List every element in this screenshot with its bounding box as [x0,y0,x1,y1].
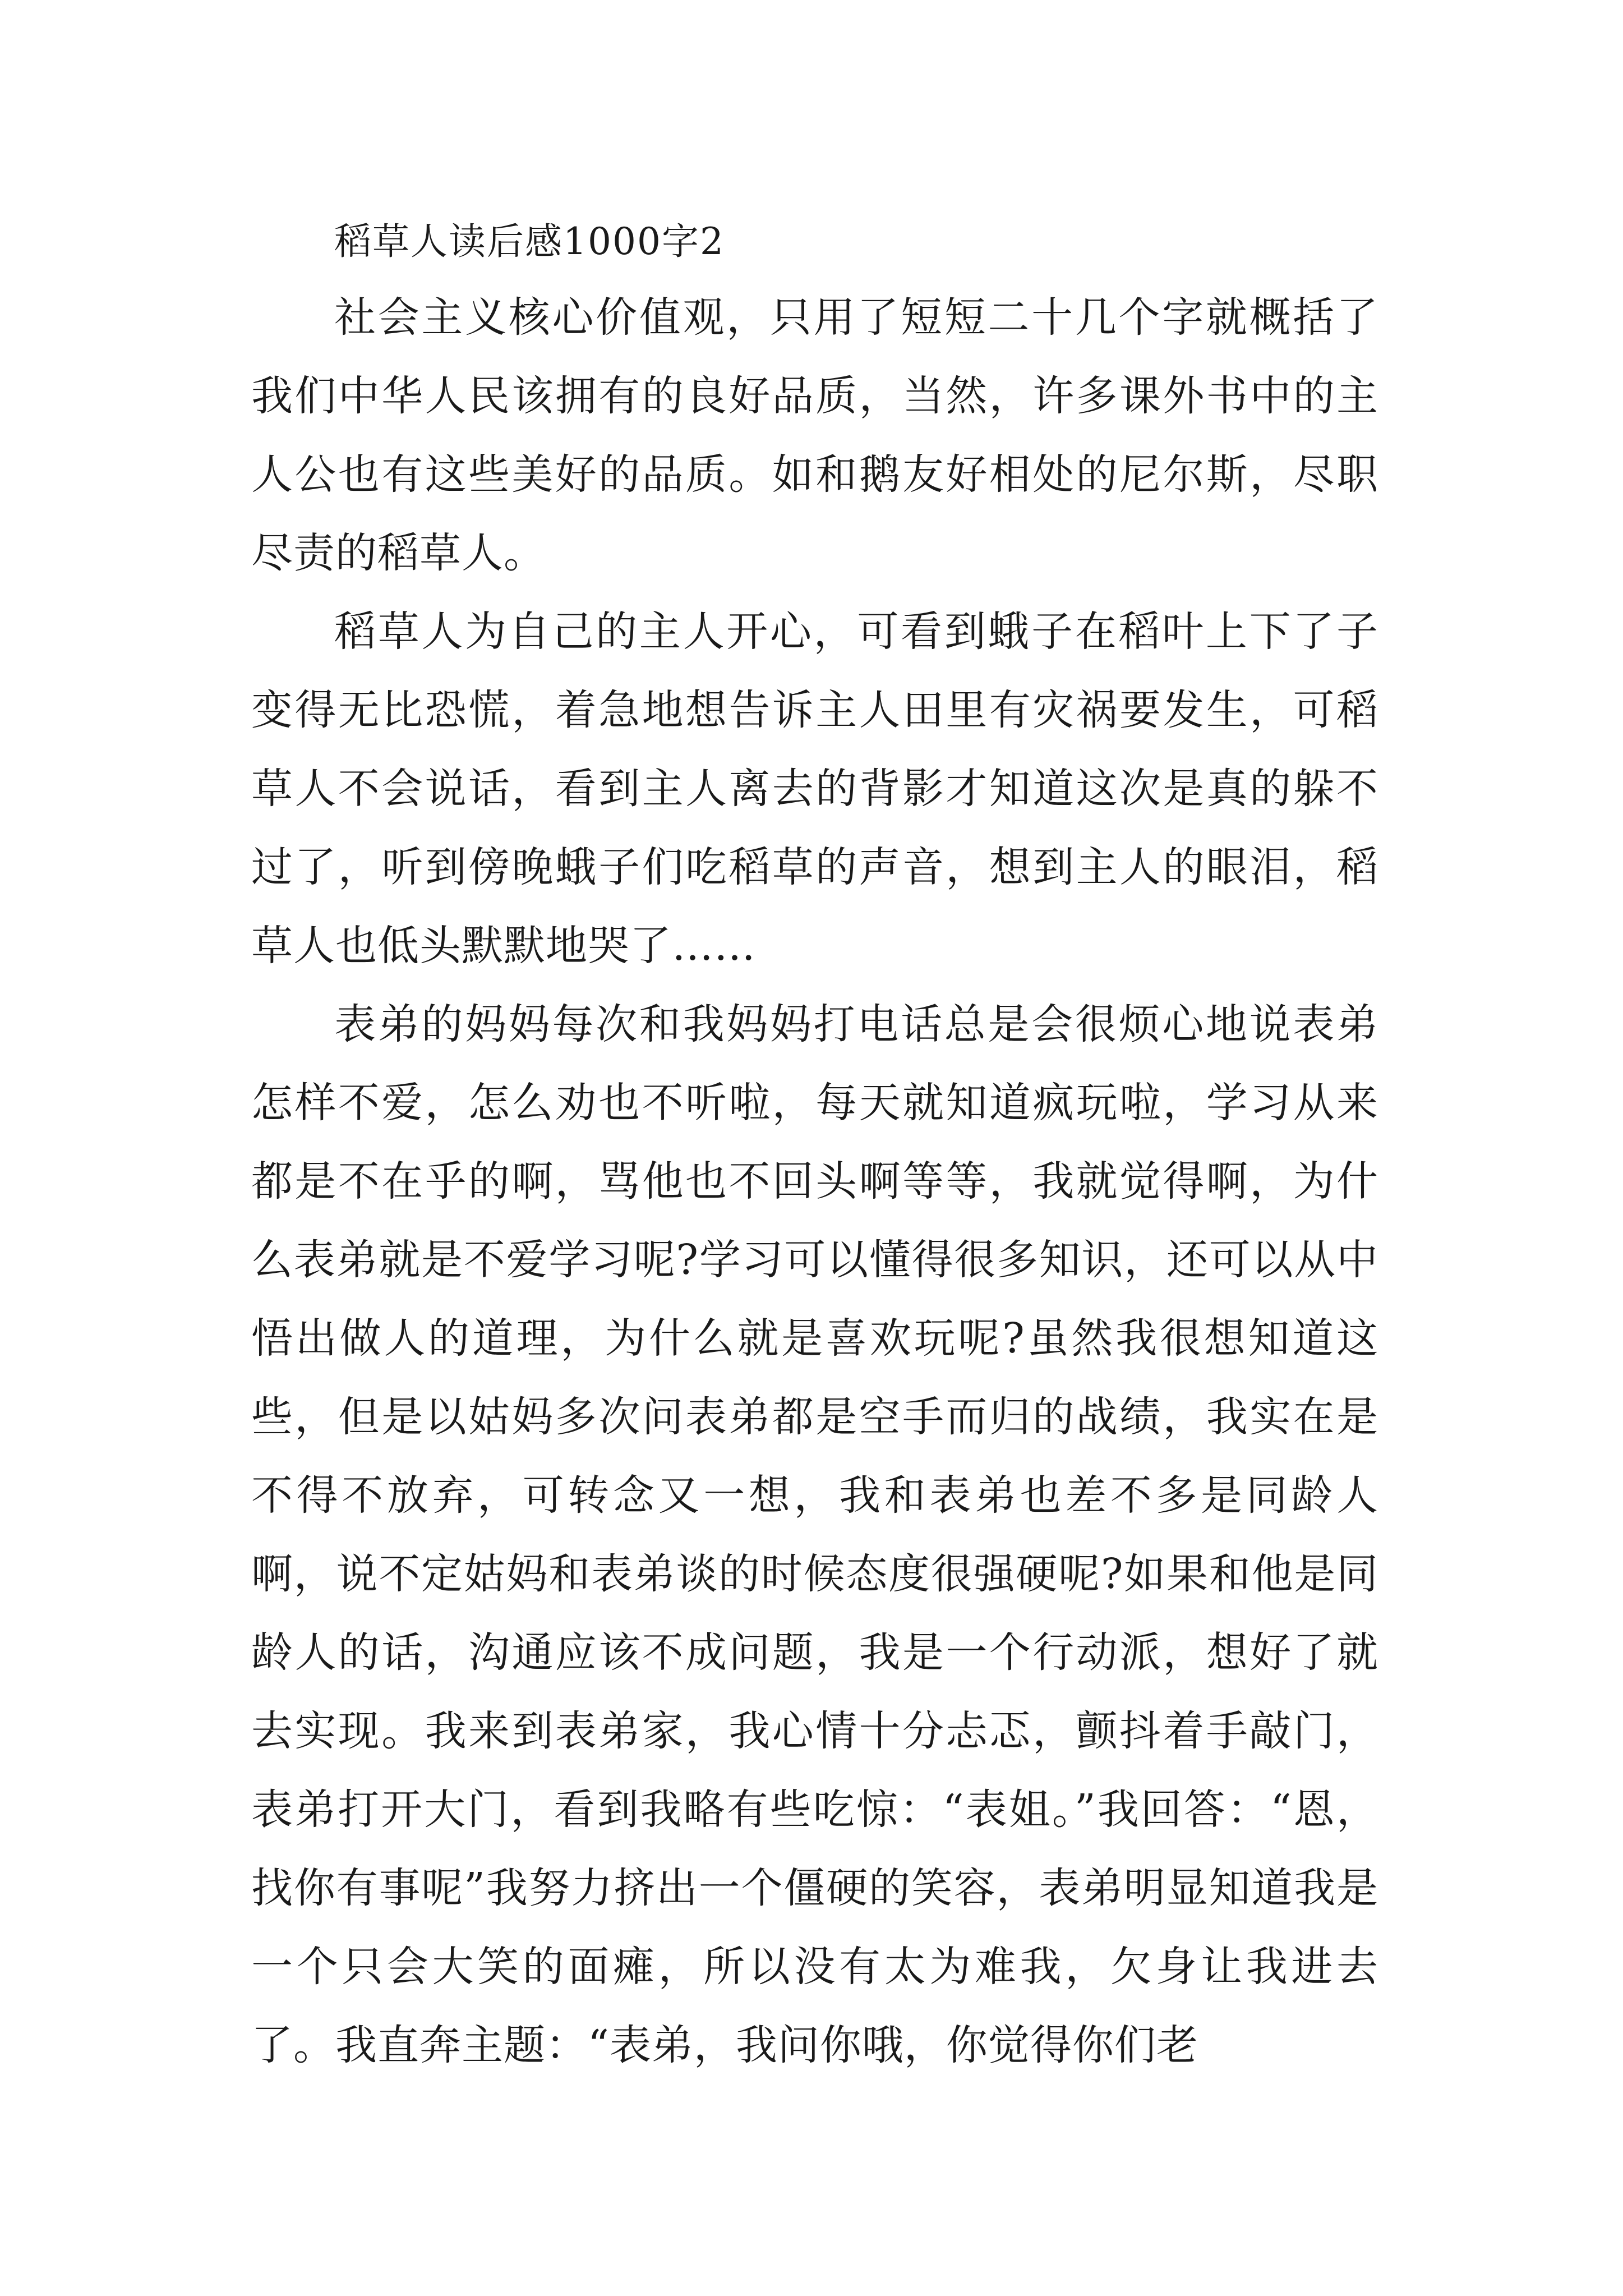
paragraph-scarecrow: 稻草人为自己的主人开心，可看到蛾子在稻叶上下了子变得无比恐慌，着急地想告诉主人田里有灾祸要发生，可稻草人不会说话，看到主人离去的背影才知道这次是真的躲不过了，听到傍晚蛾子们吃稻草的声音，想到主人的眼泪，稻草人也低头默默地哭了…… [251,608,1378,970]
document-body [251,205,1378,2085]
paragraph-cousin: 表弟的妈妈每次和我妈妈打电话总是会很烦心地说表弟怎样不爱，怎么劝也不听啦，每天就知道疯玩啦，学习从来都是不在乎的啊，骂他也不回头啊等等，我就觉得啊，为什么表弟就是不爱学习呢?学习可以懂得很多知识，还可以从中悟出做人的道理，为什么就是喜欢玩呢?虽然我很想知道这些，但是以姑妈多次问表弟都是空手而归的战绩，我实在是不得不放弃，可转念又一想，我和表弟也差不多是同龄人啊，说不定姑妈和表弟谈的时候态度很强硬呢?如果和他是同龄人的话，沟通应该不成问题，我是一个行动派，想好了就去实现。我来到表弟家，我心情十分忐忑，颤抖着手敲门，表弟打开大门，看到我略有些吃惊：“表姐。”我回答：“恩，找你有事呢”我努力挤出一个僵硬的笑容，表弟明显知道我是一个只会大笑的面瘫，所以没有太为难我，欠身让我进去了。我直奔主题：“表弟，我问你哦，你觉得你们老 [251,1000,1378,2069]
document-title: 稻草人读后感1000字2 [334,220,725,263]
paragraph-values: 社会主义核心价值观，只用了短短二十几个字就概括了我们中华人民该拥有的良好品质，当然，许多课外书中的主人公也有这些美好的品质。如和鹅友好相处的尼尔斯，尽职尽责的稻草人。 [251,293,1378,577]
